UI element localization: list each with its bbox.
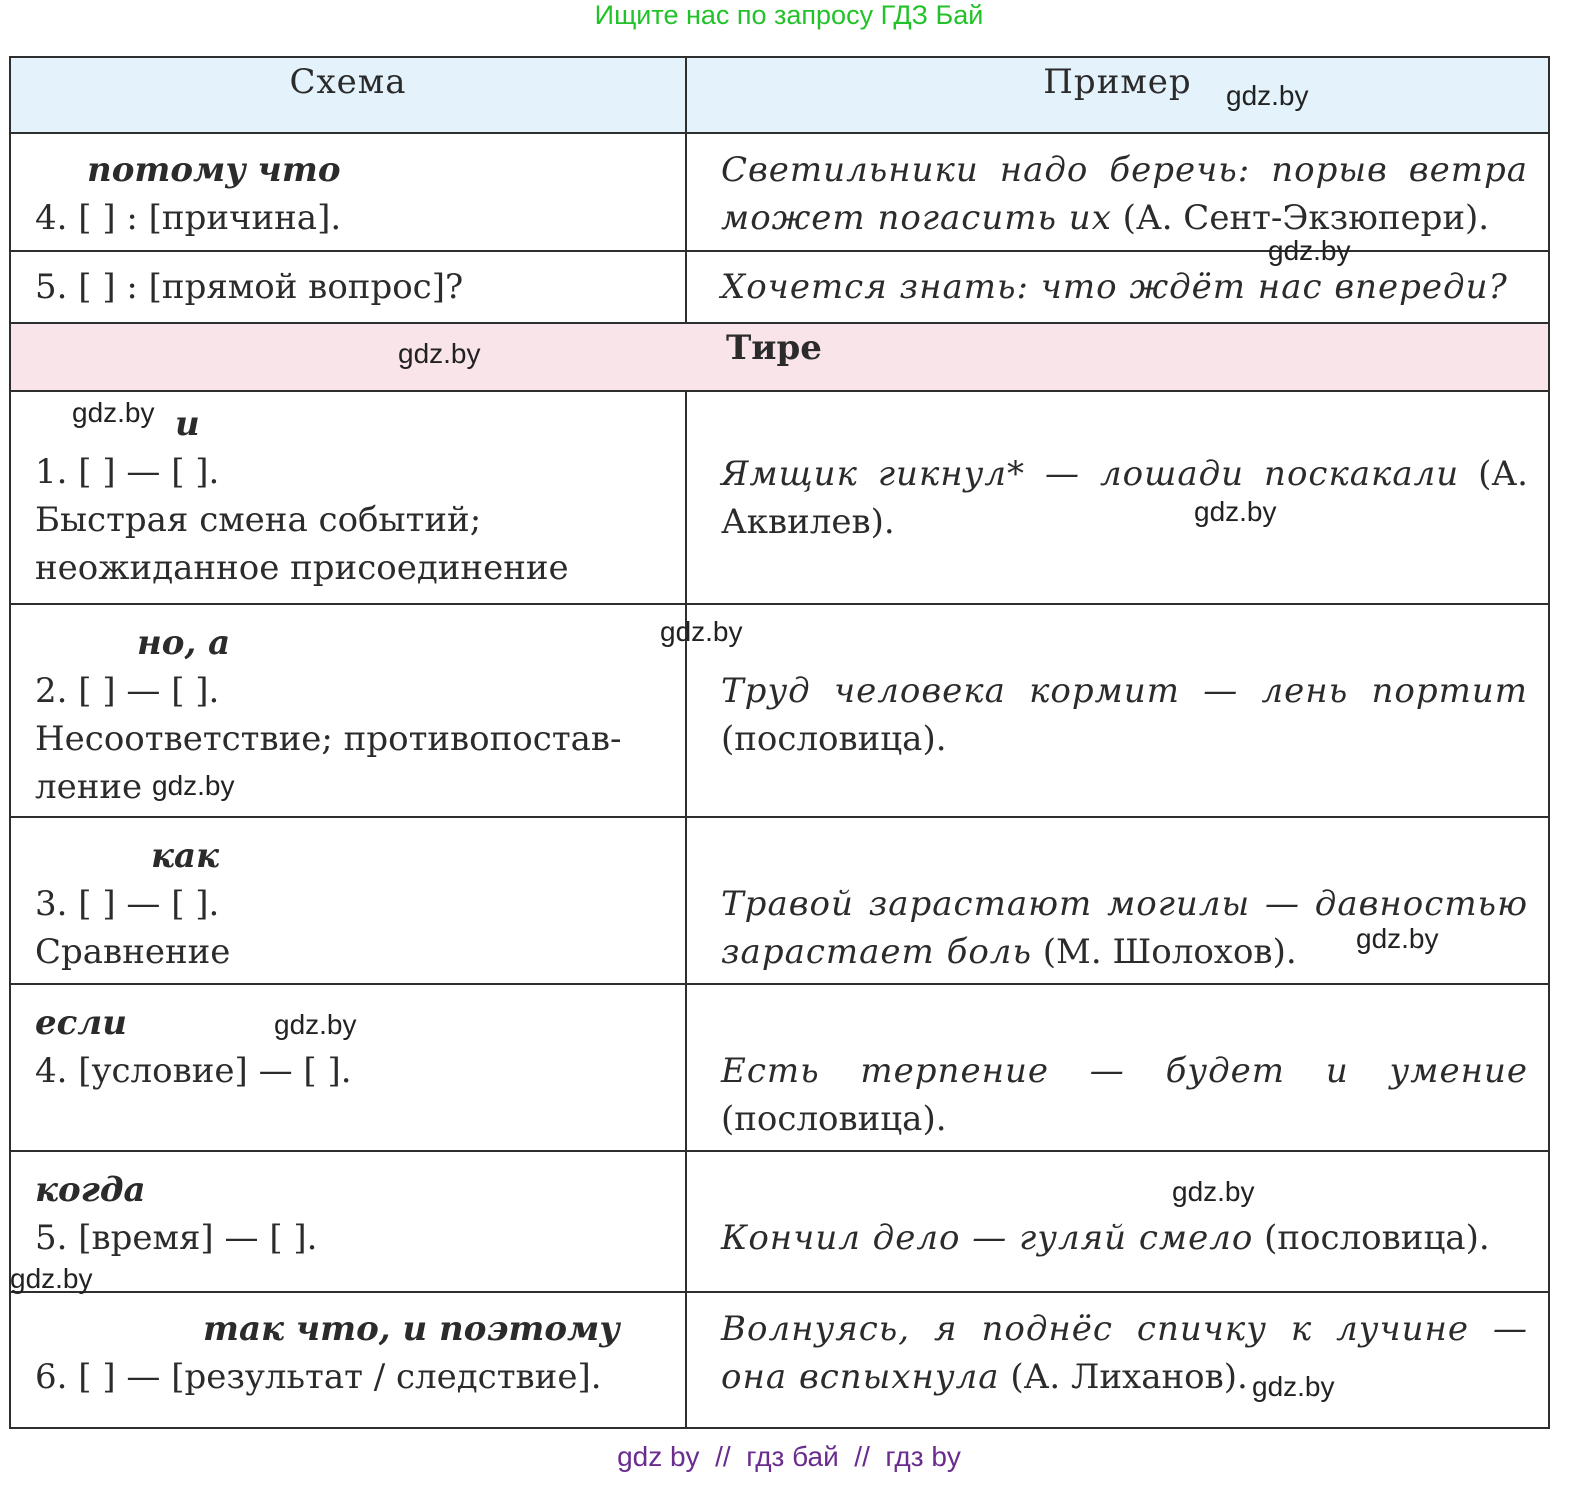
table-row — [10, 391, 1549, 604]
example-source: (А. Аквилев). — [721, 454, 1528, 542]
section-cell — [10, 323, 1549, 391]
scheme-formula: 3. [ ] — [ ]. — [35, 884, 220, 924]
scheme-formula: 5. [время] — [ ]. — [35, 1218, 318, 1258]
conjunction: но, а — [137, 623, 231, 663]
scheme-cell — [10, 817, 686, 984]
example-italic: Ямщик гикнул* — лошади поскакали — [721, 454, 1460, 494]
table-row — [10, 1292, 1549, 1428]
watermark: gdz.by — [152, 770, 235, 801]
example-italic: Волнуясь, я поднёс спичку к лучине — она вспыхнула — [721, 1309, 1528, 1397]
conjunction: так что, и поэтому — [203, 1309, 620, 1349]
example-cell — [686, 251, 1549, 323]
watermark: gdz.by — [1268, 235, 1351, 266]
example-cell — [686, 604, 1549, 817]
example-source: (А. Сент-Экзюпери). — [1111, 198, 1490, 238]
example-source: (М. Шолохов). — [1031, 932, 1297, 972]
example-italic: Кончил дело — гуляй смело — [721, 1218, 1254, 1258]
watermark: gdz.by — [10, 1263, 93, 1294]
watermark: gdz.by — [1172, 1176, 1255, 1207]
watermark: gdz.by — [1194, 496, 1277, 527]
scheme-cell — [10, 1292, 686, 1428]
scheme-formula: 1. [ ] — [ ]. — [35, 452, 220, 492]
conjunction: если — [35, 1003, 127, 1043]
example-source: (пословица). — [721, 719, 947, 759]
conjunction: и — [175, 404, 200, 444]
watermark: gdz.by — [398, 338, 481, 369]
scheme-formula: 6. [ ] — [результат / следствие]. — [35, 1357, 602, 1397]
scheme-cell — [10, 251, 686, 323]
watermark: gdz.by — [1226, 80, 1309, 111]
example-italic: Труд человека кормит — лень портит — [721, 671, 1528, 711]
example-cell — [686, 1292, 1549, 1428]
example-cell — [686, 1151, 1549, 1292]
example-text — [721, 263, 1528, 311]
table-row — [10, 1151, 1549, 1292]
example-cell — [686, 817, 1549, 984]
conjunction: как — [151, 836, 220, 876]
table-row — [10, 133, 1549, 251]
watermark: gdz.by — [660, 616, 743, 647]
scheme-cell — [10, 133, 686, 251]
scheme-cell — [10, 1151, 686, 1292]
example-source: (А. Лиханов). — [999, 1357, 1248, 1397]
scheme-cell — [10, 604, 686, 817]
footer-note: gdz by // гдз бай // гдз by — [617, 1441, 961, 1472]
example-text — [721, 667, 1528, 763]
example-cell — [686, 133, 1549, 251]
example-italic: Хочется знать: что ждёт нас впереди? — [721, 267, 1508, 307]
example-cell — [686, 984, 1549, 1151]
example-italic: Светильники надо беречь: порыв ветра может погасить их — [721, 150, 1528, 238]
scheme-formula: 2. [ ] — [ ]. — [35, 671, 220, 711]
watermark: gdz.by — [274, 1009, 357, 1040]
example-italic: Есть терпение — будет и умение — [721, 1051, 1528, 1091]
example-cell — [686, 391, 1549, 604]
example-text — [721, 1047, 1528, 1143]
scheme-description: Несоответствие; противопостав-ление — [35, 719, 622, 807]
header-example: Пример — [686, 57, 1549, 133]
section-title: Тире — [726, 328, 822, 368]
scheme-description: Быстрая смена событий; неожиданное присоединение — [35, 500, 569, 588]
example-text — [721, 1305, 1528, 1401]
header-scheme: Схема — [10, 57, 686, 133]
top-search-note: Ищите нас по запросу ГДЗ Бай — [594, 0, 984, 30]
scheme-formula: 5. [ ] : [прямой вопрос]? — [35, 267, 464, 307]
table-header-row — [10, 57, 1549, 133]
table-row — [10, 984, 1549, 1151]
example-italic: Травой зарастают могилы — давностью зарастает боль — [721, 884, 1528, 972]
example-source: (пословица). — [721, 1099, 947, 1139]
example-text — [721, 146, 1528, 242]
table-row — [10, 604, 1549, 817]
example-text — [721, 450, 1528, 546]
conjunction: когда — [35, 1170, 146, 1210]
section-row — [10, 323, 1549, 391]
example-text — [721, 1214, 1528, 1262]
conjunction: потому что — [87, 150, 341, 190]
watermark: gdz.by — [72, 397, 155, 428]
table-row — [10, 817, 1549, 984]
example-source: (пословица). — [1253, 1218, 1490, 1258]
watermark: gdz.by — [1356, 923, 1439, 954]
scheme-formula: 4. [условие] — [ ]. — [35, 1051, 352, 1091]
scheme-formula: 4. [ ] : [причина]. — [35, 198, 342, 238]
scheme-description: Сравнение — [35, 932, 231, 972]
watermark: gdz.by — [1252, 1371, 1335, 1402]
